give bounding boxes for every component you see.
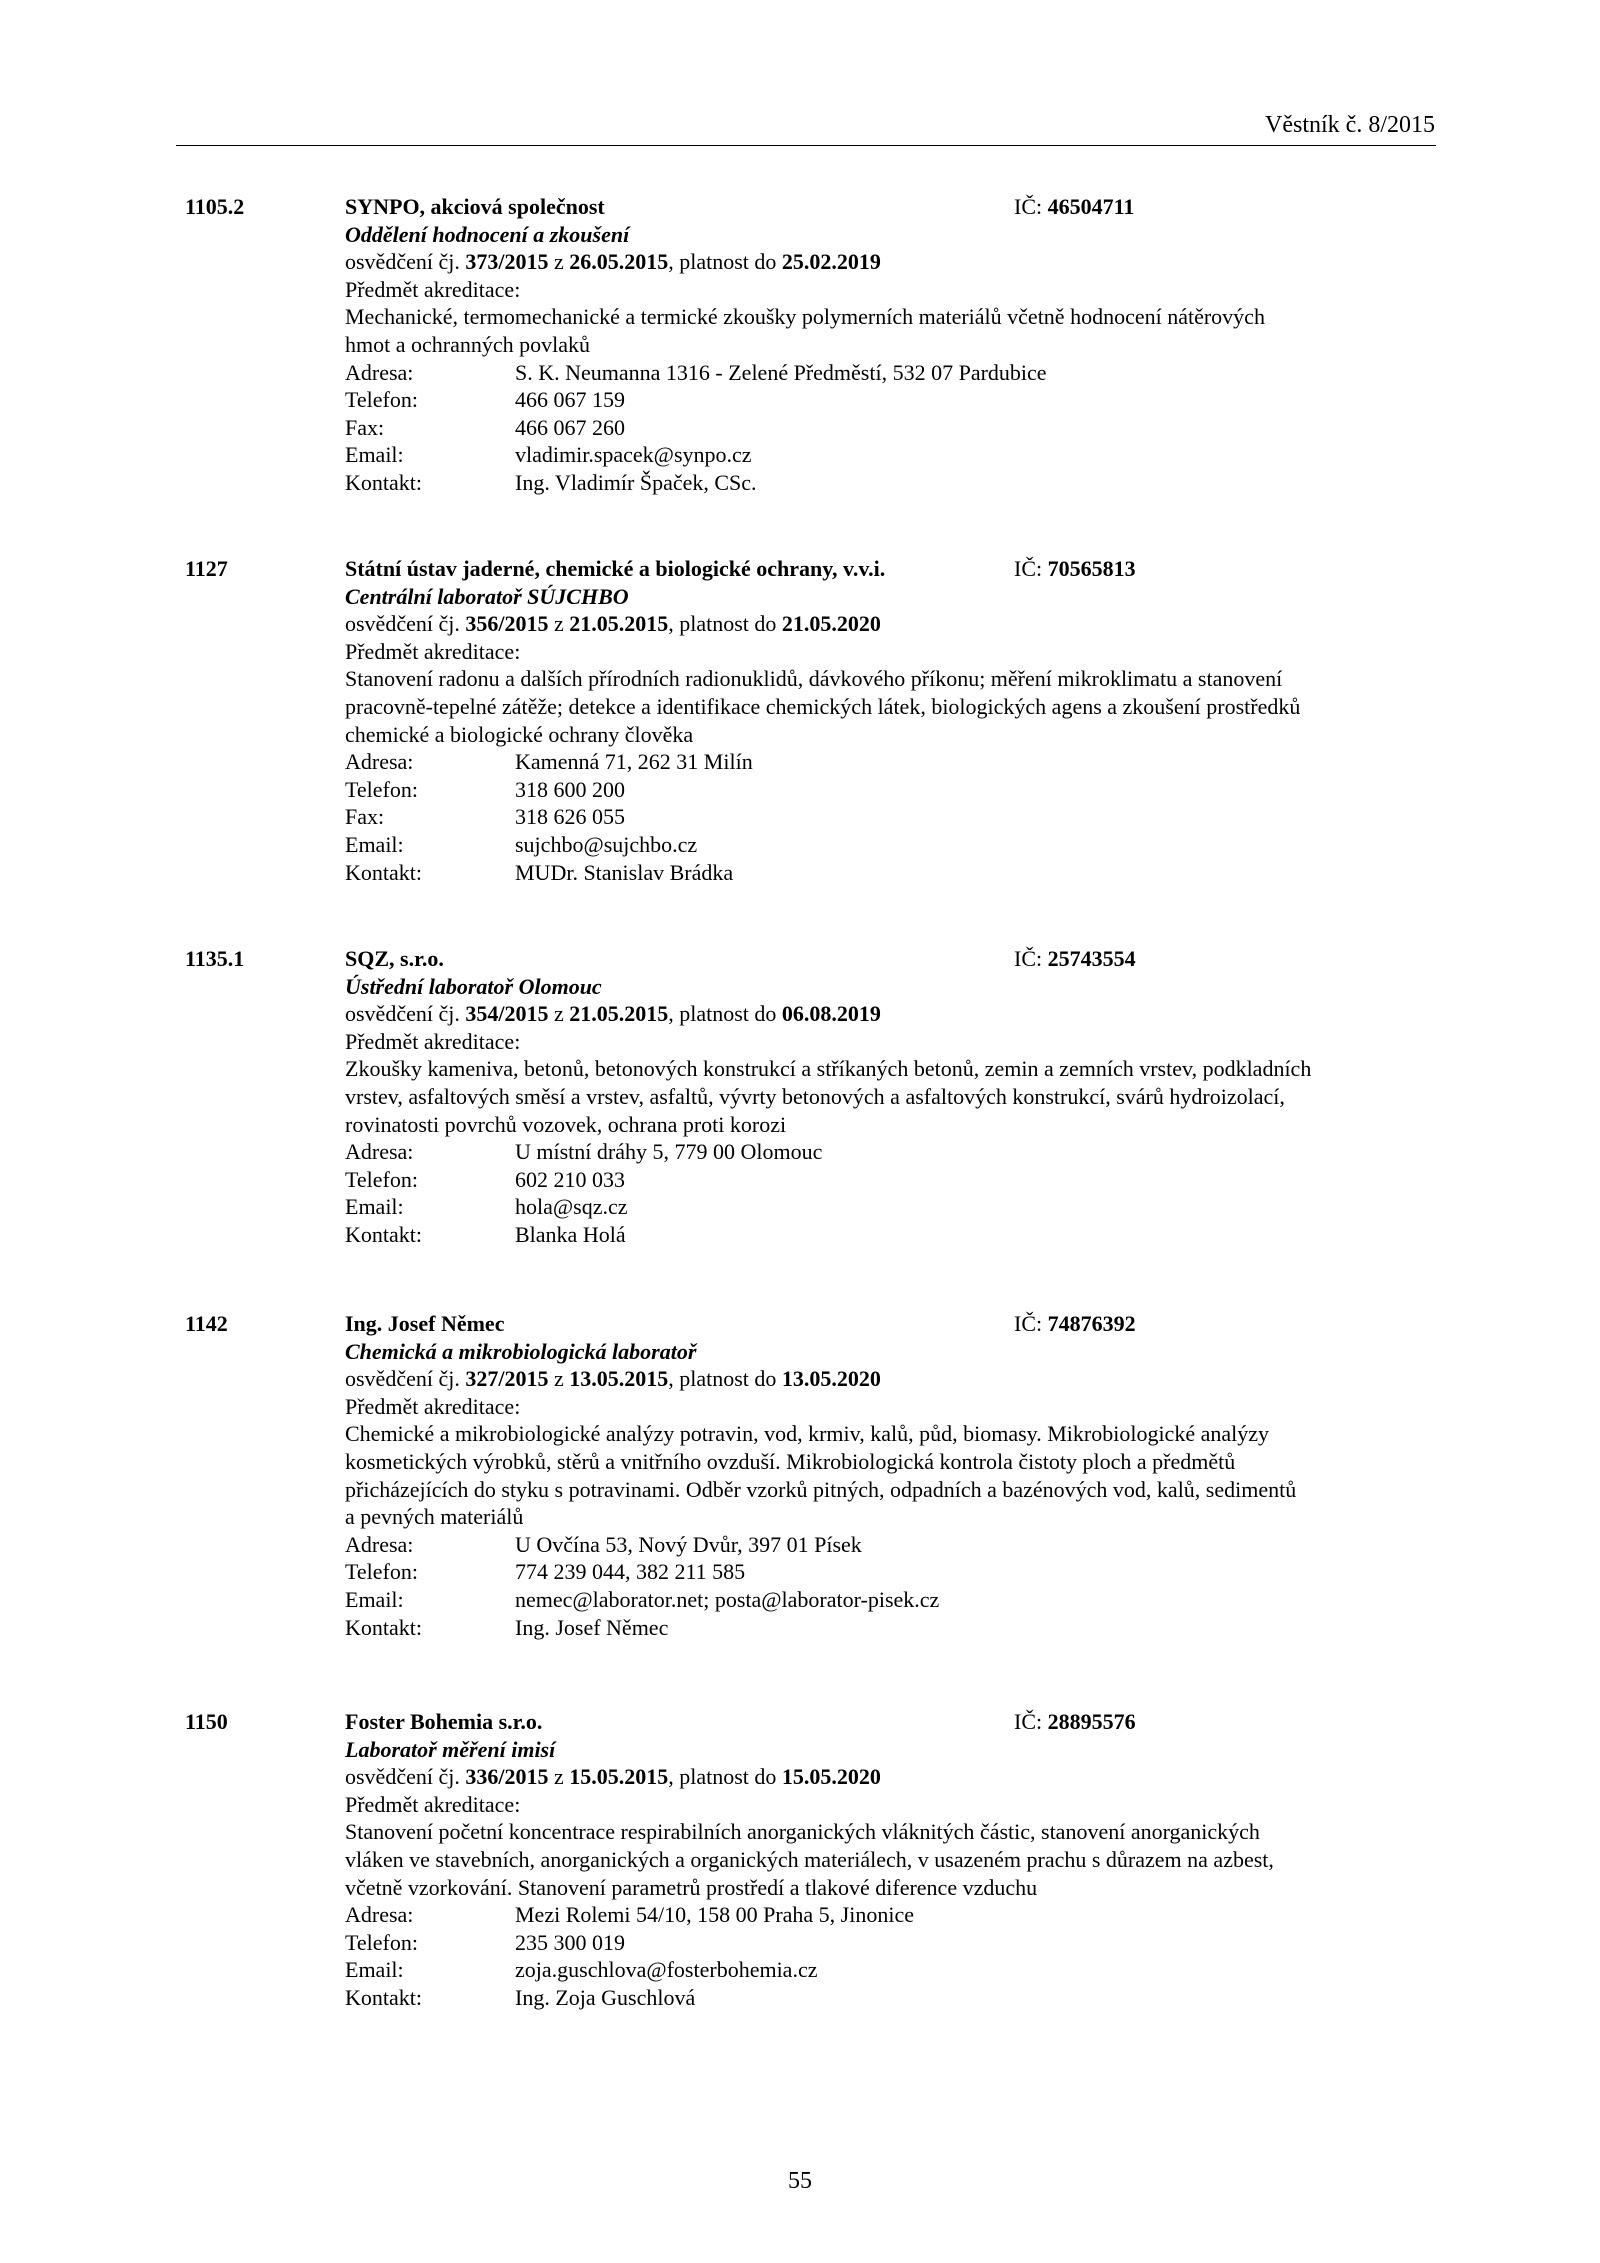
accreditation-entry <box>0 1708 1600 2012</box>
subject-label: Předmět akreditace: <box>345 276 521 302</box>
phone-row: Telefon: 235 300 019 <box>345 1929 625 1955</box>
header-rule <box>176 145 1436 146</box>
page-number: 55 <box>788 2168 812 2194</box>
address-row: Adresa: Mezi Rolemi 54/10, 158 00 Praha 5, Jinonice <box>345 1902 914 1928</box>
subject-line: pracovně-tepelné zátěže; detekce a identifikace chemických látek, biologických agens a zkoušení prostředků <box>345 693 1301 719</box>
phone-row: Telefon: 318 600 200 <box>345 776 625 802</box>
email-row: Email: hola@sqz.cz <box>345 1194 628 1220</box>
entry-number: 1150 <box>185 1709 228 1734</box>
subject-line: Chemické a mikrobiologické analýzy potravin, vod, krmiv, kalů, půd, biomasy. Mikrobiologické analýzy <box>345 1421 1269 1447</box>
subject-label: Předmět akreditace: <box>345 1393 521 1419</box>
contact-row: Kontakt: Ing. Vladimír Špaček, CSc. <box>345 469 757 495</box>
email-row: Email: nemec@laborator.net; posta@laborator-pisek.cz <box>345 1586 940 1612</box>
certificate-line: osvědčení čj. 354/2015 z 21.05.2015, platnost do 06.08.2019 <box>345 1001 881 1027</box>
subject-line: rovinatosti povrchů vozovek, ochrana proti korozi <box>345 1111 787 1137</box>
subject-line: Mechanické, termomechanické a termické zkoušky polymerních materiálů včetně hodnocení nátěrových <box>345 304 1265 330</box>
email-row: Email: zoja.guschlova@fosterbohemia.cz <box>345 1957 818 1983</box>
subject-line: vrstev, asfaltových směsí a vrstev, asfaltů, vývrty betonových a asfaltových konstrukcí, svárů hydroizolací, <box>345 1083 1285 1109</box>
laboratory-unit: Ústřední laboratoř Olomouc <box>345 973 602 999</box>
organization-name: Foster Bohemia s.r.o. <box>345 1709 543 1734</box>
subject-line: Stanovení početní koncentrace respirabilních anorganických vláknitých částic, stanovení anorganických <box>345 1819 1260 1845</box>
accreditation-entry <box>0 193 1600 497</box>
subject-line: chemické a biologické ochrany člověka <box>345 721 694 747</box>
company-id: IČ: 74876392 <box>1014 1311 1136 1336</box>
laboratory-unit: Centrální laboratoř SÚJCHBO <box>345 583 629 609</box>
subject-label: Předmět akreditace: <box>345 1028 521 1054</box>
email-row: Email: vladimir.spacek@synpo.cz <box>345 442 752 468</box>
laboratory-unit: Oddělení hodnocení a zkoušení <box>345 221 630 247</box>
accreditation-entry <box>0 555 1600 886</box>
certificate-line: osvědčení čj. 336/2015 z 15.05.2015, platnost do 15.05.2020 <box>345 1764 881 1790</box>
contact-row: Kontakt: Ing. Josef Němec <box>345 1614 669 1640</box>
subject-label: Předmět akreditace: <box>345 638 521 664</box>
fax-row: Fax: 318 626 055 <box>345 804 625 830</box>
address-row: Adresa: Kamenná 71, 262 31 Milín <box>345 749 753 775</box>
address-row: Adresa: U místní dráhy 5, 779 00 Olomouc <box>345 1139 823 1165</box>
subject-line: přicházejících do styku s potravinami. Odběr vzorků pitných, odpadních a bazénových vod, kalů, sedimentů <box>345 1476 1297 1502</box>
organization-name: Státní ústav jaderné, chemické a biologické ochrany, v.v.i. <box>345 556 886 581</box>
company-id: IČ: 46504711 <box>1014 194 1135 219</box>
email-row: Email: sujchbo@sujchbo.cz <box>345 831 698 857</box>
certificate-line: osvědčení čj. 327/2015 z 13.05.2015, platnost do 13.05.2020 <box>345 1366 881 1392</box>
address-row: Adresa: U Ovčína 53, Nový Dvůr, 397 01 Písek <box>345 1531 862 1557</box>
subject-line: včetně vzorkování. Stanovení parametrů prostředí a tlakové diference vzduchu <box>345 1874 1038 1900</box>
entry-number: 1142 <box>185 1311 228 1336</box>
phone-row: Telefon: 774 239 044, 382 211 585 <box>345 1559 746 1585</box>
subject-line: hmot a ochranných povlaků <box>345 331 590 357</box>
phone-row: Telefon: 466 067 159 <box>345 387 625 413</box>
organization-name: SQZ, s.r.o. <box>345 946 444 971</box>
subject-line: Stanovení radonu a dalších přírodních radionuklidů, dávkového příkonu; měření mikroklimatu a stanovení <box>345 666 1283 692</box>
company-id: IČ: 70565813 <box>1014 556 1136 581</box>
entry-number: 1127 <box>185 556 228 581</box>
laboratory-unit: Chemická a mikrobiologická laboratoř <box>345 1338 697 1364</box>
accreditation-entry <box>0 1310 1600 1641</box>
company-id: IČ: 25743554 <box>1014 946 1136 971</box>
entry-number: 1105.2 <box>185 194 245 219</box>
company-id: IČ: 28895576 <box>1014 1709 1136 1734</box>
contact-row: Kontakt: Blanka Holá <box>345 1221 626 1247</box>
organization-name: SYNPO, akciová společnost <box>345 194 605 219</box>
subject-line: kosmetických výrobků, stěrů a vnitřního ovzduší. Mikrobiologická kontrola čistoty ploch a předmětů <box>345 1448 1236 1474</box>
subject-label: Předmět akreditace: <box>345 1791 521 1817</box>
subject-line: Zkoušky kameniva, betonů, betonových konstrukcí a stříkaných betonů, zemin a zemních vrstev, podkladních <box>345 1056 1312 1082</box>
laboratory-unit: Laboratoř měření imisí <box>345 1736 556 1762</box>
contact-row: Kontakt: MUDr. Stanislav Brádka <box>345 859 734 885</box>
address-row: Adresa: S. K. Neumanna 1316 - Zelené Předměstí, 532 07 Pardubice <box>345 359 1047 385</box>
entry-number: 1135.1 <box>185 946 245 971</box>
certificate-line: osvědčení čj. 356/2015 z 21.05.2015, platnost do 21.05.2020 <box>345 611 881 637</box>
organization-name: Ing. Josef Němec <box>345 1311 505 1336</box>
page-header: Věstník č. 8/2015 <box>1265 112 1435 138</box>
fax-row: Fax: 466 067 260 <box>345 414 625 440</box>
subject-line: vláken ve stavebních, anorganických a organických materiálech, v usazeném prachu s důrazem na azbest, <box>345 1846 1274 1872</box>
phone-row: Telefon: 602 210 033 <box>345 1166 625 1192</box>
contact-row: Kontakt: Ing. Zoja Guschlová <box>345 1984 696 2010</box>
certificate-line: osvědčení čj. 373/2015 z 26.05.2015, platnost do 25.02.2019 <box>345 249 881 275</box>
subject-line: a pevných materiálů <box>345 1504 524 1530</box>
accreditation-entry <box>0 945 1600 1249</box>
